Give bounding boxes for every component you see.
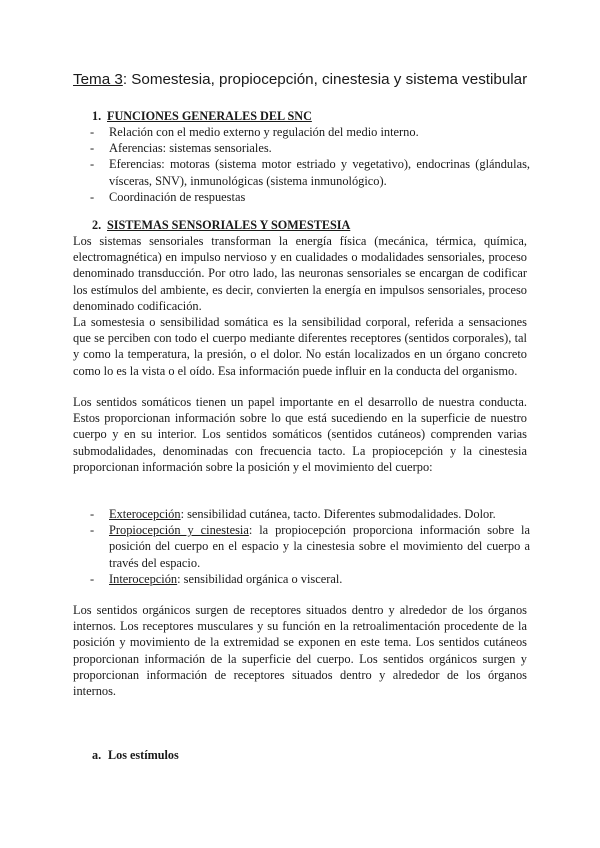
section-1-heading [92,108,312,124]
list-item: - Coordinación de respuestas [89,189,530,205]
section-2-list [89,506,530,587]
list-term: Interocepción [109,571,178,586]
list-desc: : sensibilidad orgánica o visceral. [177,571,343,586]
subsection-a-heading [92,747,179,763]
list-term: Exterocepción [109,507,181,521]
title-topic-number: Tema 3 [73,71,123,88]
list-item [89,571,530,587]
section-1-title: FUNCIONES GENERALES DEL SNC [107,109,312,123]
list-item: - Relación con el medio externo y regulación del medio interno. [89,124,530,140]
section-2-heading [92,217,350,233]
list-item: - Aferencias: sistemas sensoriales. [89,140,530,156]
section-2-number: 2. [92,218,102,232]
paragraph-somatic-senses: Los sentidos somáticos tienen un papel importante en el desarrollo de nuestra conducta. Estos proporcionan información sobre lo que está sucediendo en la superficie de nuestro cuerpo y en su interior. Los sentidos somáticos (sentidos cutáneos) comprenden varias submodalidades, denominadas con frecuencia tacto. La propiocepción y la cinestesia proporcionan información sobre la posición y el movimiento del cuerpo: [73,395,527,474]
list-desc: : sensibilidad cutánea, tacto. Diferentes submodalidades. Dolor. [180,507,496,521]
section-1-list [89,124,530,205]
paragraph-organic-senses: Los sentidos orgánicos surgen de receptores situados dentro y alrededor de los órganos internos. Los receptores musculares y su función en la retroalimentación procedente de la posición y movimiento de la extremidad se exponen en este tema. Los sentidos cutáneos proporcionan información de la superficie del cuerpo. Los sentidos orgánicos surgen y proporcionan información de receptores situados dentro y alrededor de los órganos internos. [73,603,527,699]
paragraph-somestesia: La somestesia o sensibilidad somática es la sensibilidad corporal, referida a sensaciones que se perciben con todo el cuerpo mediante diferentes receptores (sentidos corporales), tal y como la temperatura, la presión, o el dolor. No están localizados en un órgano concreto como lo es la vista o el oído. Esa información puede influir en la conducta del organismo. [73,315,527,378]
subsection-a-letter: a. [92,748,102,762]
section-1-number: 1. [92,109,102,123]
list-item: - Eferencias: motoras (sistema motor estriado y vegetativo), endocrinas (glándulas, vísceras, SNV), inmunológicas (sistema inmunológico). [89,156,530,188]
list-item [89,522,530,571]
list-desc: : la propiocepción proporciona información sobre la posición del cuerpo en el espacio y la cinestesia sobre el movimiento del cuerpo a través del espacio. [109,523,530,570]
subsection-a-title: Los estímulos [108,748,179,762]
list-item [89,506,530,522]
paragraph-transduction: Los sistemas sensoriales transforman la energía física (mecánica, térmica, química, electromagnética) en impulso nervioso y en cualidades o modalidades sensoriales, proceso denominado transducción. Por otro lado, las neuronas sensoriales se encargan de codificar los estímulos del ambiente, es decir, convierten la energía en impulsos sensoriales, proceso denominado codificación. [73,234,527,313]
page-title [73,71,527,89]
title-text: : Somestesia, propiocepción, cinestesia y sistema vestibular [122,71,528,88]
section-2-title: SISTEMAS SENSORIALES Y SOMESTESIA [107,218,351,232]
list-term: Propiocepción y cinestesia [109,523,249,538]
